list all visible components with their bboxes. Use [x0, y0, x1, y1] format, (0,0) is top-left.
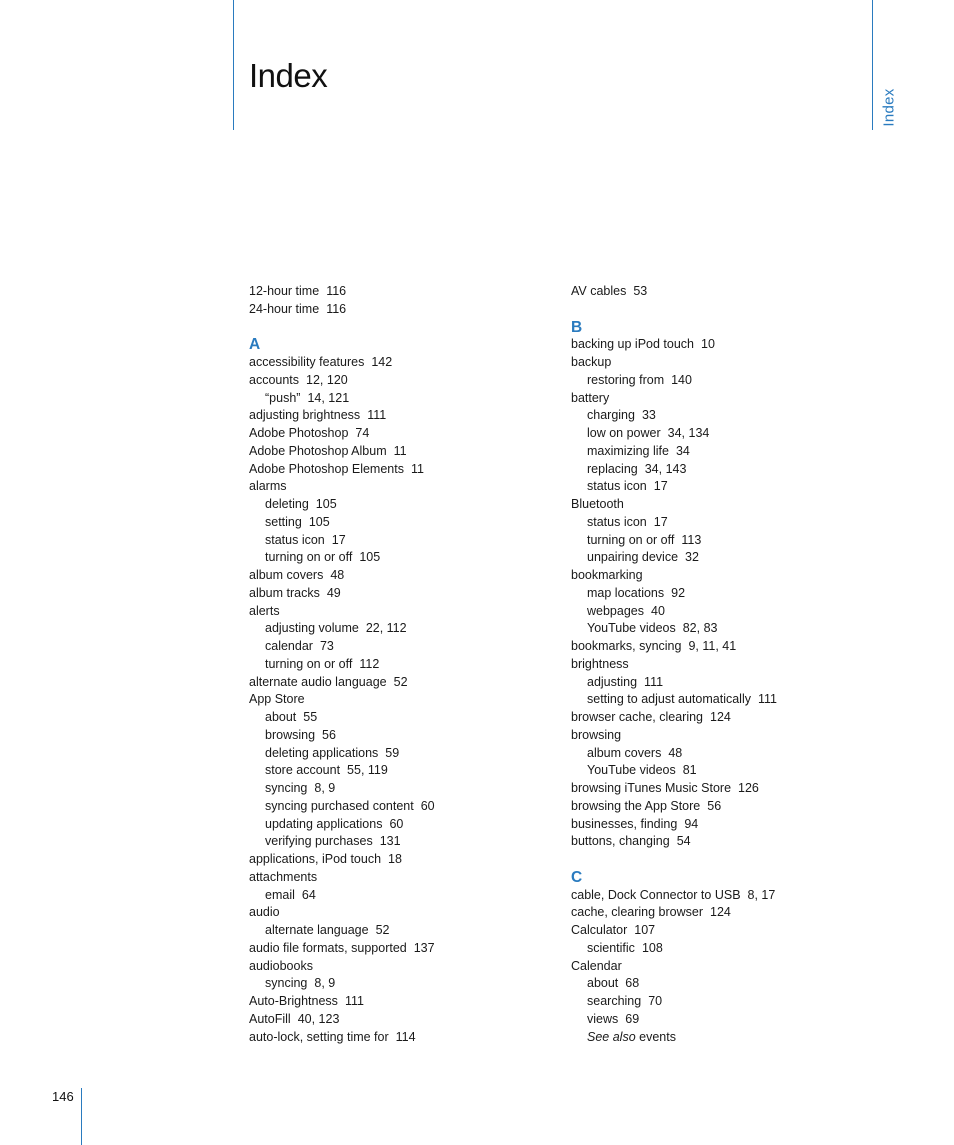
page-reference: 18	[388, 852, 402, 866]
page-reference: 8, 9	[314, 781, 336, 795]
index-term: Adobe Photoshop	[249, 426, 349, 440]
page-number: 146	[52, 1089, 74, 1104]
index-term: AV cables	[571, 284, 627, 298]
index-term: status icon	[587, 479, 647, 494]
index-column-left	[249, 283, 549, 1046]
index-entry	[571, 727, 871, 745]
index-term: bookmarking	[571, 568, 643, 582]
index-subentry	[571, 443, 871, 461]
index-term: alarms	[249, 479, 287, 494]
index-entry	[571, 567, 871, 585]
index-term: calendar	[265, 639, 313, 653]
index-subentry	[571, 372, 871, 390]
page-reference: 49	[326, 585, 341, 600]
page-reference: 56	[322, 727, 336, 742]
page-reference: 60	[389, 816, 404, 831]
index-entry	[249, 283, 549, 301]
index-subentry	[249, 816, 549, 834]
page-reference: 124	[710, 710, 731, 724]
page-reference: 114	[395, 1029, 416, 1044]
index-term: Calendar	[571, 958, 622, 973]
page-reference: 34, 134	[667, 426, 710, 440]
page-reference: 68	[625, 976, 640, 991]
index-term: Calculator	[571, 923, 628, 937]
index-term: low on power	[587, 426, 661, 440]
index-term: adjusting volume	[265, 621, 359, 636]
page-reference: 70	[648, 994, 663, 1008]
index-subentry	[571, 975, 871, 993]
index-term: accessibility features	[249, 355, 365, 369]
index-entry	[249, 425, 549, 443]
index-term: status icon	[265, 532, 325, 547]
index-entry	[571, 887, 871, 905]
index-term: alerts	[249, 603, 280, 618]
index-entry	[571, 709, 871, 727]
index-term: AutoFill	[249, 1011, 291, 1026]
index-term: album covers	[587, 745, 662, 760]
page-title: Index	[249, 57, 328, 94]
index-subentry	[249, 514, 549, 532]
index-letter-heading: C	[571, 868, 583, 886]
index-term: backup	[571, 355, 612, 369]
page-reference: 32	[685, 550, 699, 565]
index-term: maximizing life	[587, 443, 669, 458]
header-rule-left	[233, 0, 234, 130]
index-see-also	[571, 1029, 871, 1047]
page-reference: 59	[385, 745, 400, 760]
index-subentry	[571, 478, 871, 496]
index-subentry	[249, 798, 549, 816]
page-reference: 55	[303, 710, 318, 724]
index-subentry	[571, 585, 871, 603]
index-subentry	[571, 461, 871, 479]
index-entry	[249, 372, 549, 390]
index-entry	[249, 851, 549, 869]
page-reference: 105	[308, 514, 330, 529]
index-term: unpairing device	[587, 550, 679, 565]
index-subentry	[249, 496, 549, 514]
page-reference: 113	[681, 532, 702, 547]
index-term: charging	[587, 408, 635, 423]
index-subentry	[571, 691, 871, 709]
page-reference: 73	[319, 639, 334, 653]
index-subentry	[249, 833, 549, 851]
index-term: browsing the App Store	[571, 798, 701, 813]
index-entry	[571, 798, 871, 816]
page-reference: 17	[653, 479, 668, 494]
index-term: browser cache, clearing	[571, 710, 704, 724]
page-reference: 112	[359, 656, 380, 671]
index-term: setting	[265, 514, 302, 529]
index-term: turning on or off	[587, 532, 675, 547]
page-reference: 54	[676, 834, 691, 849]
side-tab-label: Index	[880, 87, 898, 127]
index-term: views	[587, 1011, 619, 1026]
page-reference: 81	[682, 763, 697, 778]
page-reference: 142	[371, 355, 393, 369]
index-entry	[249, 585, 549, 603]
index-term: Auto-Brightness	[249, 994, 338, 1008]
index-term: webpages	[587, 603, 644, 618]
index-term: backing up iPod touch	[571, 337, 695, 352]
index-term: App Store	[249, 692, 305, 707]
index-entry	[249, 993, 549, 1011]
page-reference: 9, 11, 41	[688, 639, 737, 653]
index-term: about	[265, 710, 297, 724]
page-reference: 111	[344, 994, 364, 1008]
index-term: applications, iPod touch	[249, 852, 382, 866]
index-subentry	[571, 603, 871, 621]
index-subentry	[249, 922, 549, 940]
index-entry	[571, 283, 871, 301]
index-subentry	[249, 532, 549, 550]
page-reference: 126	[738, 781, 759, 795]
index-subentry	[249, 727, 549, 745]
index-entry	[249, 354, 549, 372]
index-term: alternate audio language	[249, 674, 387, 689]
index-entry	[249, 691, 549, 709]
index-entry	[249, 478, 549, 496]
page-reference: 53	[633, 284, 648, 298]
index-entry	[571, 833, 871, 851]
index-term: turning on or off	[265, 656, 353, 671]
index-term: events	[639, 1029, 676, 1044]
index-term: adjusting brightness	[249, 408, 361, 423]
page-reference: 48	[330, 568, 345, 582]
page-reference: 92	[671, 585, 686, 600]
page-reference: 108	[641, 940, 663, 955]
index-term: replacing	[587, 461, 638, 476]
page-reference: 11	[410, 461, 424, 476]
index-term: email	[265, 887, 295, 902]
index-entry	[571, 816, 871, 834]
index-column-right	[571, 283, 871, 1046]
page-reference: 140	[671, 372, 692, 387]
page-reference: 69	[625, 1011, 640, 1026]
index-subentry	[249, 709, 549, 727]
index-term: YouTube videos	[587, 763, 676, 778]
page-reference: 48	[668, 745, 683, 760]
page-reference: 107	[634, 923, 656, 937]
index-entry	[249, 407, 549, 425]
index-term: store account	[265, 763, 341, 778]
index-term: cache, clearing browser	[571, 905, 704, 920]
index-term: verifying purchases	[265, 834, 373, 849]
index-term: syncing	[265, 976, 308, 991]
index-term: syncing purchased content	[265, 798, 414, 813]
page-reference: 17	[653, 514, 668, 529]
index-term: deleting applications	[265, 745, 379, 760]
index-term: audio	[249, 905, 280, 920]
page-reference: 131	[379, 834, 401, 849]
page-reference: 22, 112	[365, 621, 407, 636]
page-reference: 52	[375, 923, 390, 937]
page-reference: 8, 9	[314, 976, 336, 991]
index-term: turning on or off	[265, 550, 353, 565]
index-term: 24-hour time	[249, 301, 320, 316]
index-entry	[249, 567, 549, 585]
page-reference: 111	[367, 408, 387, 423]
page-reference: 94	[684, 816, 699, 831]
index-term: browsing	[571, 727, 622, 742]
index-term: map locations	[587, 585, 665, 600]
index-entry	[571, 780, 871, 798]
index-term: searching	[587, 994, 642, 1008]
index-entry	[249, 940, 549, 958]
index-term: battery	[571, 390, 610, 405]
index-subentry	[571, 745, 871, 763]
index-subentry	[249, 780, 549, 798]
page-reference: 111	[757, 692, 777, 707]
index-entry	[571, 922, 871, 940]
index-term: Adobe Photoshop Elements	[249, 461, 404, 476]
index-entry	[249, 869, 549, 887]
index-entry	[571, 336, 871, 354]
index-subentry	[571, 762, 871, 780]
page-reference: 137	[413, 940, 435, 955]
index-term: setting to adjust automatically	[587, 692, 751, 707]
index-subentry	[571, 549, 871, 567]
index-entry	[571, 390, 871, 408]
index-entry	[249, 1011, 549, 1029]
index-term: brightness	[571, 656, 629, 671]
side-tab	[878, 84, 900, 130]
page-reference: 116	[326, 301, 347, 316]
index-entry	[249, 603, 549, 621]
index-entry	[571, 656, 871, 674]
index-term: buttons, changing	[571, 834, 670, 849]
index-subentry	[249, 762, 549, 780]
index-term: attachments	[249, 869, 318, 884]
index-subentry	[249, 638, 549, 656]
page-reference: 82, 83	[682, 621, 718, 636]
index-term: syncing	[265, 781, 308, 795]
page-reference: 17	[331, 532, 346, 547]
page-reference: 74	[355, 426, 370, 440]
index-term: audiobooks	[249, 958, 313, 973]
index-subentry	[249, 390, 549, 408]
page-reference: 105	[315, 497, 337, 511]
index-entry	[249, 301, 549, 319]
page-reference: 64	[301, 887, 316, 902]
index-letter-heading: A	[249, 336, 261, 354]
index-subentry	[571, 993, 871, 1011]
page-reference: 40, 123	[297, 1011, 340, 1026]
index-term: restoring from	[587, 372, 665, 387]
index-term: album covers	[249, 568, 324, 582]
index-entry	[571, 354, 871, 372]
page-reference: 116	[326, 284, 347, 298]
page-reference: 14, 121	[307, 390, 350, 405]
index-term: updating applications	[265, 816, 383, 831]
index-term: adjusting	[587, 674, 638, 689]
index-subentry	[249, 975, 549, 993]
index-term: deleting	[265, 497, 309, 511]
page-reference: 56	[707, 798, 722, 813]
index-subentry	[571, 532, 871, 550]
index-subentry	[571, 1011, 871, 1029]
index-term: 12-hour time	[249, 284, 320, 298]
page-reference: 111	[644, 674, 664, 689]
index-entry	[249, 674, 549, 692]
header-rule-right	[872, 0, 873, 130]
index-entry	[249, 958, 549, 976]
page-reference: 105	[359, 550, 381, 565]
index-term: browsing	[265, 727, 316, 742]
index-term: businesses, finding	[571, 816, 678, 831]
footer-rule	[81, 1088, 82, 1145]
index-subentry	[249, 549, 549, 567]
page-reference: 33	[641, 408, 656, 423]
index-term: scientific	[587, 940, 635, 955]
page-reference: 124	[710, 905, 731, 920]
index-term: album tracks	[249, 585, 320, 600]
page-reference: 40	[651, 603, 665, 618]
index-term: alternate language	[265, 923, 369, 937]
index-entry	[249, 1029, 549, 1047]
index-entry	[571, 496, 871, 514]
index-subentry	[249, 620, 549, 638]
index-term: about	[587, 976, 619, 991]
page-reference: 60	[420, 798, 435, 813]
index-entry	[571, 638, 871, 656]
index-term: status icon	[587, 514, 647, 529]
page-reference: 10	[701, 337, 715, 352]
index-term: YouTube videos	[587, 621, 676, 636]
index-term: auto-lock, setting time for	[249, 1029, 389, 1044]
page-reference: 34	[675, 443, 690, 458]
index-subentry	[571, 620, 871, 638]
index-subentry	[249, 887, 549, 905]
page-reference: 11	[393, 443, 407, 458]
index-subentry	[571, 674, 871, 692]
index-entry	[249, 443, 549, 461]
page-reference: 12, 120	[306, 372, 348, 387]
page-reference: 52	[393, 674, 408, 689]
page-reference: 55, 119	[347, 763, 388, 778]
index-subentry	[571, 514, 871, 532]
index-entry	[571, 904, 871, 922]
page-reference: 34, 143	[644, 461, 687, 476]
index-term: bookmarks, syncing	[571, 639, 682, 653]
index-subentry	[249, 656, 549, 674]
index-term: browsing iTunes Music Store	[571, 781, 732, 795]
index-subentry	[571, 940, 871, 958]
index-subentry	[571, 425, 871, 443]
index-subentry	[571, 407, 871, 425]
index-term: Adobe Photoshop Album	[249, 443, 387, 458]
index-term: cable, Dock Connector to USB	[571, 887, 741, 902]
index-term: audio file formats, supported	[249, 940, 407, 955]
index-term: “push”	[265, 390, 301, 405]
see-also-lead: See also	[587, 1029, 636, 1044]
index-entry	[571, 958, 871, 976]
index-entry	[249, 461, 549, 479]
index-term: Bluetooth	[571, 497, 624, 511]
page-reference: 8, 17	[747, 887, 776, 902]
index-subentry	[249, 745, 549, 763]
index-entry	[249, 904, 549, 922]
index-term: accounts	[249, 372, 300, 387]
index-letter-heading: B	[571, 318, 583, 336]
